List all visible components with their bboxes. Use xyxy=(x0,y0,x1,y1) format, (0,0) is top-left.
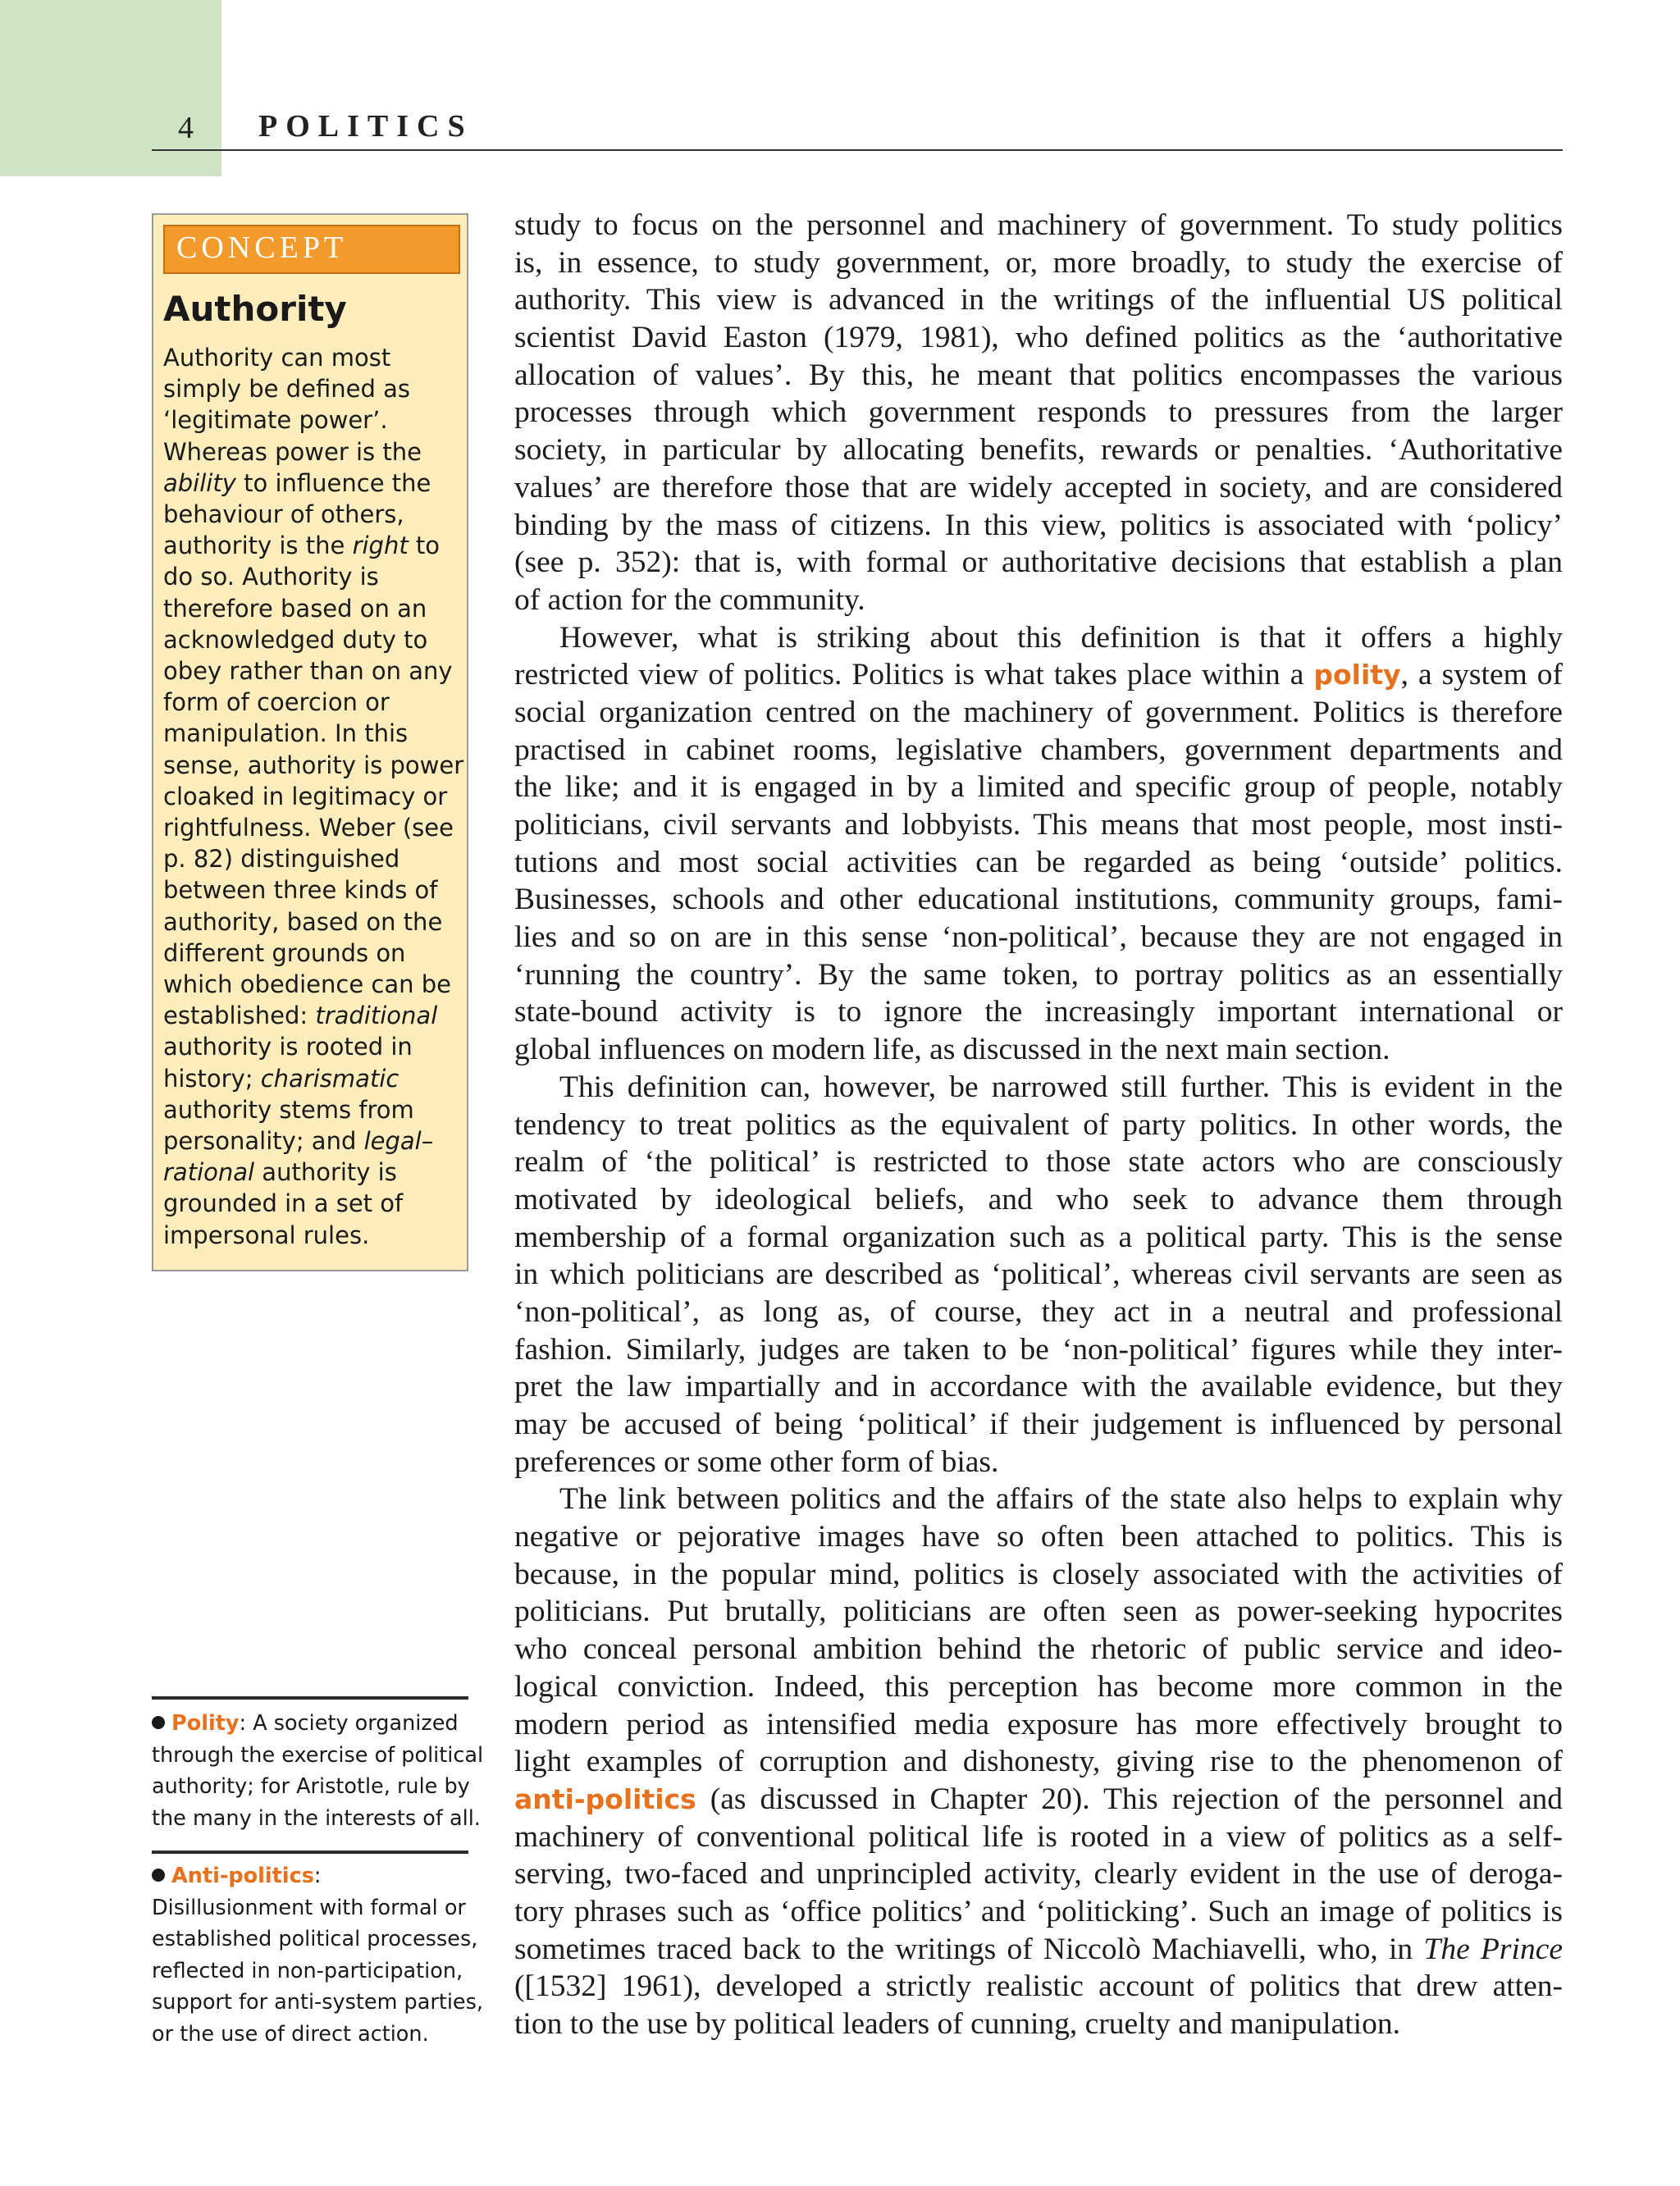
page-number: 4 xyxy=(178,111,194,145)
concept-line: rightfulness. Weber (see xyxy=(163,814,454,842)
keyword-anti-politics: anti-politics xyxy=(514,1782,696,1815)
text-line: This definition can, however, be narrowed still further. This is evident in the xyxy=(559,1070,1563,1104)
concept-line: Authority can most xyxy=(163,344,391,372)
glossary-anti-politics xyxy=(152,1851,484,2050)
concept-box xyxy=(152,213,468,1271)
text-line: tory phrases such as ‘office politics’ and ‘politicking’. Such an image of politics is xyxy=(514,1894,1563,1928)
text-line: may be accused of being ‘political’ if their judgement is influenced by personal xyxy=(514,1408,1563,1441)
concept-line: acknowledged duty to xyxy=(163,625,428,654)
concept-line: do so. Authority is xyxy=(163,563,379,591)
concept-line: sense, authority is power xyxy=(163,751,464,779)
concept-line: authority is the right to xyxy=(163,532,441,560)
concept-line: obey rather than on any xyxy=(163,657,453,686)
concept-tag: CONCEPT xyxy=(163,225,460,274)
text-line: fashion. Similarly, judges are taken to be ‘non-political’ figures while they inter- xyxy=(514,1332,1563,1367)
text-line: logical conviction. Indeed, this perception has become more common in the xyxy=(514,1669,1563,1704)
glossary-line: support for anti-system parties, xyxy=(152,1990,484,2015)
concept-body xyxy=(163,342,463,1251)
concept-line: therefore based on an xyxy=(163,594,427,623)
text-line: motivated by ideological beliefs, and who seek to advance them through xyxy=(514,1182,1563,1216)
text-line: global influences on modern life, as discussed in the next main section. xyxy=(514,1033,1390,1067)
concept-line: simply be defined as xyxy=(163,375,410,404)
concept-line: authority stems from xyxy=(163,1095,414,1124)
text-line: binding by the mass of citizens. In this view, politics is associated with ‘policy’ xyxy=(514,508,1563,542)
text-line: of action for the community. xyxy=(514,582,865,617)
glossary-term: Anti-politics xyxy=(171,1864,314,1888)
text-line: (see p. 352): that is, with formal or authoritative decisions that establish a plan xyxy=(514,545,1563,580)
text-line: state-bound activity is to ignore the increasingly important international or xyxy=(514,995,1563,1029)
concept-line: between three kinds of xyxy=(163,876,438,905)
text-line: ‘running the country’. By the same token, to portray politics as an essentially xyxy=(514,957,1563,992)
text-line: machinery of conventional political life is rooted in a view of politics as a self- xyxy=(514,1819,1563,1854)
text-line: light examples of corruption and dishonesty, giving rise to the phenomenon of xyxy=(514,1745,1563,1779)
concept-line: established: traditional xyxy=(163,1002,438,1030)
page-header xyxy=(152,107,1563,151)
keyword-polity: polity xyxy=(1313,659,1401,691)
text-line: is, in essence, to study government, or, more broadly, to study the exercise of xyxy=(514,245,1563,280)
text-line: allocation of values’. By this, he meant that politics encompasses the various xyxy=(514,358,1563,392)
bullet-icon xyxy=(152,1869,165,1882)
main-text xyxy=(514,207,1563,2043)
concept-title: Authority xyxy=(163,289,347,329)
text-line: because, in the popular mind, politics is closely associated with the activities of xyxy=(514,1557,1563,1591)
text-line: scientist David Easton (1979, 1981), who defined politics as the ‘authoritative xyxy=(514,321,1563,355)
concept-line: which obedience can be xyxy=(163,970,451,999)
text-line: authority. This view is advanced in the writings of the influential US political xyxy=(514,283,1563,317)
text-line: social organization centred on the machinery of government. Politics is therefore xyxy=(514,695,1563,729)
concept-line: p. 82) distinguished xyxy=(163,845,400,874)
text-line: tendency to treat politics as the equivalent of party politics. In other words, the xyxy=(514,1107,1563,1142)
concept-line: manipulation. In this xyxy=(163,719,409,748)
text-line: serving, two-faced and unprincipled activity, clearly evident in the use of deroga- xyxy=(514,1857,1563,1892)
text-line: tion to the use by political leaders of cunning, cruelty and manipulation. xyxy=(514,2007,1400,2041)
concept-line: ability to influence the xyxy=(163,468,431,497)
text-line: modern period as intensified media exposure has more effectively brought to xyxy=(514,1707,1563,1741)
text-line: sometimes traced back to the writings of Niccolò Machiavelli, who, in The Prince xyxy=(514,1932,1563,1966)
text-line: ‘non-political’, as long as, of course, they act in a neutral and professional xyxy=(514,1294,1563,1329)
text-line: realm of ‘the political’ is restricted to those state actors who are consciously xyxy=(514,1145,1563,1180)
concept-line: authority is rooted in xyxy=(163,1033,413,1061)
text-line: values’ are therefore those that are widely accepted in society, and are considered xyxy=(514,470,1563,504)
text-line: processes through which government responds to pressures from the larger xyxy=(514,395,1563,430)
text-line: pret the law impartially and in accordance with the available evidence, but they xyxy=(514,1370,1563,1404)
concept-line: rational authority is xyxy=(163,1158,397,1187)
text-line: in which politicians are described as ‘political’, whereas civil servants are seen as xyxy=(514,1257,1563,1292)
glossary-line: Polity: A society organized xyxy=(152,1708,468,1740)
text-line: ([1532] 1961), developed a strictly realistic account of politics that drew atten- xyxy=(514,1969,1563,2004)
text-line: the like; and it is engaged in by a limited and specific group of people, notably xyxy=(514,770,1563,805)
concept-line: Whereas power is the xyxy=(163,437,422,466)
text-line: preferences or some other form of bias. xyxy=(514,1444,999,1479)
glossary-line: or the use of direct action. xyxy=(152,2021,429,2047)
glossary-line: the many in the interests of all. xyxy=(152,1805,481,1831)
text-line: politicians, civil servants and lobbyists. This means that most people, most insti- xyxy=(514,808,1563,842)
text-line: negative or pejorative images have so often been attached to politics. This is xyxy=(514,1520,1563,1554)
glossary-line: authority; for Aristotle, rule by xyxy=(152,1774,470,1799)
text-line: tutions and most social activities can be regarded as being ‘outside’ politics. xyxy=(514,845,1563,879)
bullet-icon xyxy=(152,1716,165,1729)
concept-line: form of coercion or xyxy=(163,688,390,717)
text-line: anti-politics (as discussed in Chapter 20). This rejection of the personnel and xyxy=(514,1782,1563,1816)
concept-line: personality; and legal– xyxy=(163,1127,434,1156)
concept-line: different grounds on xyxy=(163,938,406,967)
concept-line: authority, based on the xyxy=(163,907,443,936)
glossary-line: Anti-politics: xyxy=(152,1860,468,1892)
text-line: who conceal personal ambition behind the rhetoric of public service and ideo- xyxy=(514,1632,1563,1667)
glossary-polity xyxy=(152,1696,484,1834)
concept-line: behaviour of others, xyxy=(163,500,404,529)
glossary-term: Polity xyxy=(171,1711,240,1736)
text-line: politicians. Put brutally, politicians are often seen as power-seeking hypocrites xyxy=(514,1595,1563,1629)
text-line: lies and so on are in this sense ‘non-political’, because they are not engaged in xyxy=(514,920,1563,955)
text-line: Businesses, schools and other educational institutions, community groups, fami- xyxy=(514,883,1563,917)
text-line: practised in cabinet rooms, legislative chambers, government departments and xyxy=(514,732,1563,767)
glossary-line: Disillusionment with formal or xyxy=(152,1895,466,1920)
text-line: The link between politics and the affairs of the state also helps to explain why xyxy=(559,1482,1563,1517)
running-head: POLITICS xyxy=(258,109,473,144)
text-line: society, in particular by allocating benefits, rewards or penalties. ‘Authoritative xyxy=(514,433,1563,468)
text-line: restricted view of politics. Politics is what takes place within a polity, a system of xyxy=(514,658,1563,692)
glossary-line: reflected in non-participation, xyxy=(152,1958,463,1983)
concept-line: impersonal rules. xyxy=(163,1221,370,1249)
text-line: membership of a formal organization such as a political party. This is the sense xyxy=(514,1220,1563,1254)
glossary-line: established political processes, xyxy=(152,1927,478,1951)
book-title: The Prince xyxy=(1423,1932,1563,1966)
concept-line: history; charismatic xyxy=(163,1064,399,1093)
glossary-line: through the exercise of political xyxy=(152,1742,484,1768)
text-line: study to focus on the personnel and machinery of government. To study politics xyxy=(514,208,1563,242)
concept-line: grounded in a set of xyxy=(163,1189,404,1218)
text-line: However, what is striking about this definition is that it offers a highly xyxy=(559,620,1563,655)
concept-line: ‘legitimate power’. xyxy=(163,406,388,435)
concept-line: cloaked in legitimacy or xyxy=(163,782,448,810)
